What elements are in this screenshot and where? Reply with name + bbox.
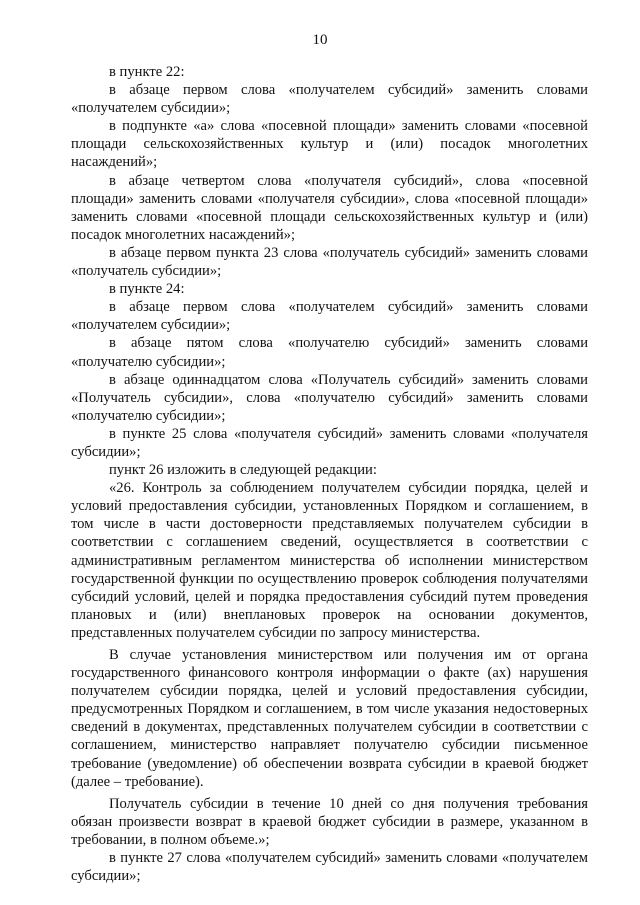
paragraph: в пункте 22: bbox=[109, 64, 185, 80]
paragraph: в подпункте «а» слова «посевной площади» заменить словами «посевной площади сельскохозяйственных культур и (или) посадок многолетних насаждений»; bbox=[71, 118, 588, 171]
paragraph: в абзаце четвертом слова «получателя субсидий», слова «посевной площади» заменить словами «получателя субсидии», слова «посевной площади» заменить словами «посевной площади сельскохозяйственных культур и (или) посадок многолетних насаждений»; bbox=[71, 172, 588, 243]
paragraph-quoted-clause-26: Получатель субсидии в течение 10 дней со дня получения требования обязан произвести возврат в краевой бюджет субсидии в размере, указанном в требовании, в полном объеме.»; bbox=[71, 795, 588, 848]
paragraph: в пункте 24: bbox=[109, 281, 185, 298]
paragraph: пункт 26 изложить в следующей редакции: bbox=[109, 462, 377, 479]
paragraph: в абзаце одиннадцатом слова «Получатель субсидий» заменить словами «Получатель субсидии», слова «получателю субсидий» заменить словами «получателю субсидии»; bbox=[71, 371, 588, 424]
paragraph: в пункте 25 слова «получателя субсидий» заменить словами «получателя субсидии»; bbox=[71, 425, 588, 460]
page-number: 10 bbox=[312, 32, 328, 48]
paragraph-quoted-clause-26: В случае установления министерством или получения им от органа государственного финансового контроля информации о факте (ах) нарушения получателем субсидии порядка, целей и условий предоставления субсидии, предусмотренных Порядком и соглашением, в том числе указания недостоверных сведений в документах, представленных получателем субсидии в соответствии с соглашением, министерство направляет получателю субсидии письменное требование (уведомление) об обеспечении возврата субсидии в краевой бюджет (далее – требование). bbox=[71, 647, 588, 790]
paragraph: в абзаце первом слова «получателем субсидий» заменить словами «получателем субсидии»; bbox=[71, 299, 588, 334]
paragraph: в абзаце первом пункта 23 слова «получатель субсидий» заменить словами «получатель субсидии»; bbox=[71, 244, 588, 280]
paragraph: в абзаце пятом слова «получателю субсидий» заменить словами «получателю субсидии»; bbox=[71, 335, 588, 370]
document-body bbox=[71, 63, 588, 885]
paragraph-quoted-clause-26: «26. Контроль за соблюдением получателем субсидии порядка, целей и условий предоставления субсидии, установленных Порядком и соглашением, в том числе в части достоверности представляемых получателем субсидии в соответствии с соглашением сведений, осуществляется в соответствии с административным регламентом министерства об исполнении министерством государственной функции по осуществлению проверок соблюдения получателями субсидий условий, целей и порядка предоставления субсидий путем проведения плановых и (или) внеплановых проверок на основании документов, представленных получателем субсидии по запросу министерства. bbox=[71, 480, 588, 641]
paragraph: в абзаце первом слова «получателем субсидий» заменить словами «получателем субсидии»; bbox=[71, 82, 588, 117]
paragraph: в пункте 27 слова «получателем субсидий» заменить словами «получателем субсидии»; bbox=[71, 850, 588, 885]
